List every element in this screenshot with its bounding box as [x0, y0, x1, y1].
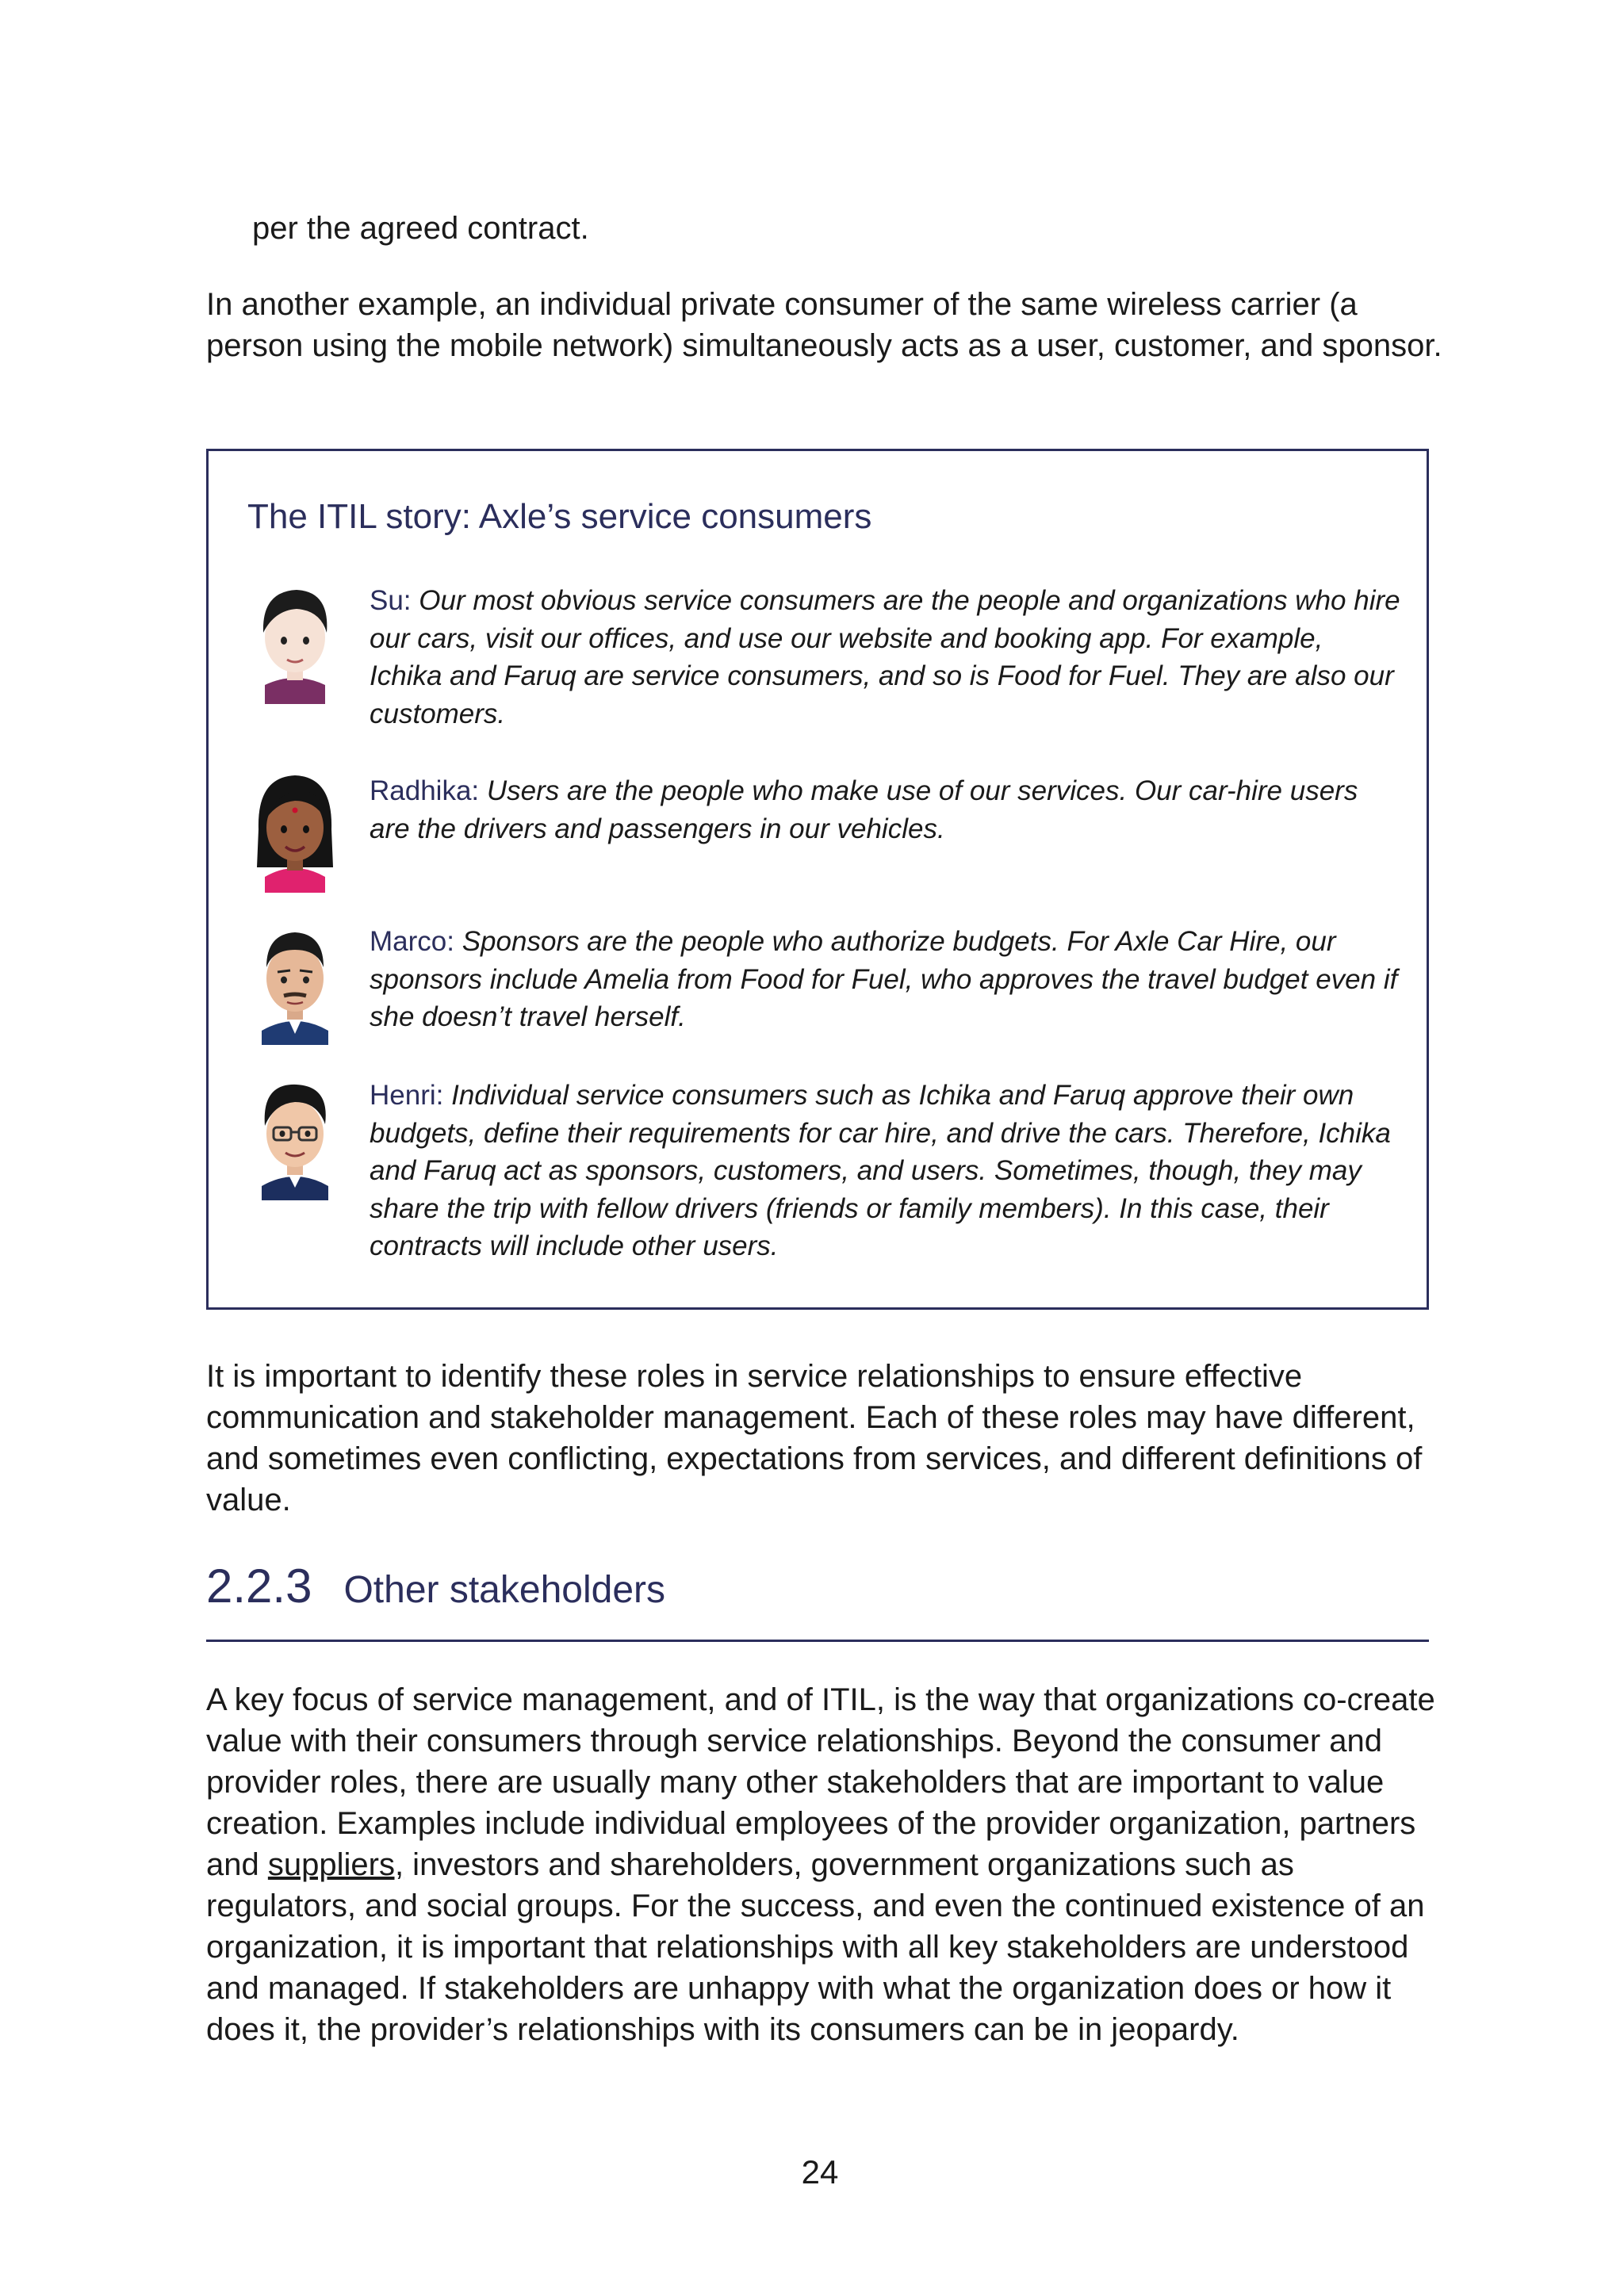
su-avatar-icon — [247, 577, 343, 704]
marco-avatar-icon — [247, 918, 343, 1045]
section-number: 2.2.3 — [206, 1559, 312, 1613]
quote-text: Sponsors are the people who authorize budgets. For Axle Car Hire, our sponsors include Amelia from Food for Fuel, who approves the travel budget even if she doesn’t travel herself. — [370, 926, 1398, 1032]
speaker-name: Su: — [370, 585, 412, 616]
page-number: 24 — [801, 2153, 839, 2191]
story-entry-su — [370, 582, 1400, 733]
quote-text: Our most obvious service consumers are the people and organizations who hire our cars, visit our offices, and use our website and booking app. For example, Ichika and Faruq are service consumers, and so is Food for Fuel. They are also our customers. — [370, 585, 1400, 729]
henri-avatar-icon — [247, 1073, 343, 1200]
story-entry-marco — [370, 923, 1400, 1036]
section-heading — [206, 1559, 665, 1614]
speaker-name: Marco: — [370, 926, 454, 957]
quote-text: Individual service consumers such as Ichika and Faruq approve their own budgets, define their requirements for car hire, and drive the cars. Therefore, Ichika and Faruq act as sponsors, customers, and users. Sometimes, though, they may share the trip with fellow drivers (friends or family members). In this case, their contracts will include other users. — [370, 1080, 1391, 1261]
section-divider — [206, 1640, 1429, 1642]
quote-text: Users are the people who make use of our services. Our car-hire users are the drivers and passengers in our vehicles. — [370, 775, 1358, 844]
story-entry-henri — [370, 1077, 1400, 1265]
speaker-name: Henri: — [370, 1080, 444, 1111]
story-entry-radhika — [370, 772, 1400, 848]
intro-paragraph: In another example, an individual private consumer of the same wireless carrier (a person using the mobile network) simultaneously acts as a user, customer, and sponsor. — [206, 287, 1442, 363]
roles-paragraph: It is important to identify these roles in service relationships to ensure effective communication and stakeholder management. Each of these roles may have different, and sometimes even conflicting, expectations from services, and different definitions of value. — [206, 1359, 1423, 1517]
section-title: Other stakeholders — [343, 1569, 665, 1611]
speaker-name: Radhika: — [370, 775, 480, 806]
paragraph-text: investors and shareholders, government organizations such as regulators, and social groups. For the success, and even the continued existence of an organization, it is important that relationships with all key stakeholders are understood and managed. If stakeholders are unhappy with what the organization does or how it does it, the provider’s relationships with its consumers can be in jeopardy. — [206, 1847, 1425, 2047]
story-title: The ITIL story: Axle’s service consumers — [247, 497, 872, 536]
continuation-text: per the agreed contract. — [252, 211, 589, 246]
stakeholders-paragraph — [206, 1679, 1443, 2050]
suppliers-link[interactable]: suppliers, — [267, 1847, 404, 1882]
paragraph-text: A key focus of service management, and of ITIL, is the way that organizations co-create value with their consumers through service relationships. Beyond the consumer and provider roles, there are usually many other stakeholders that are important to value creation. Examples include individual employees of the provider organization, partners and — [206, 1682, 1435, 1882]
radhika-avatar-icon — [247, 766, 343, 893]
